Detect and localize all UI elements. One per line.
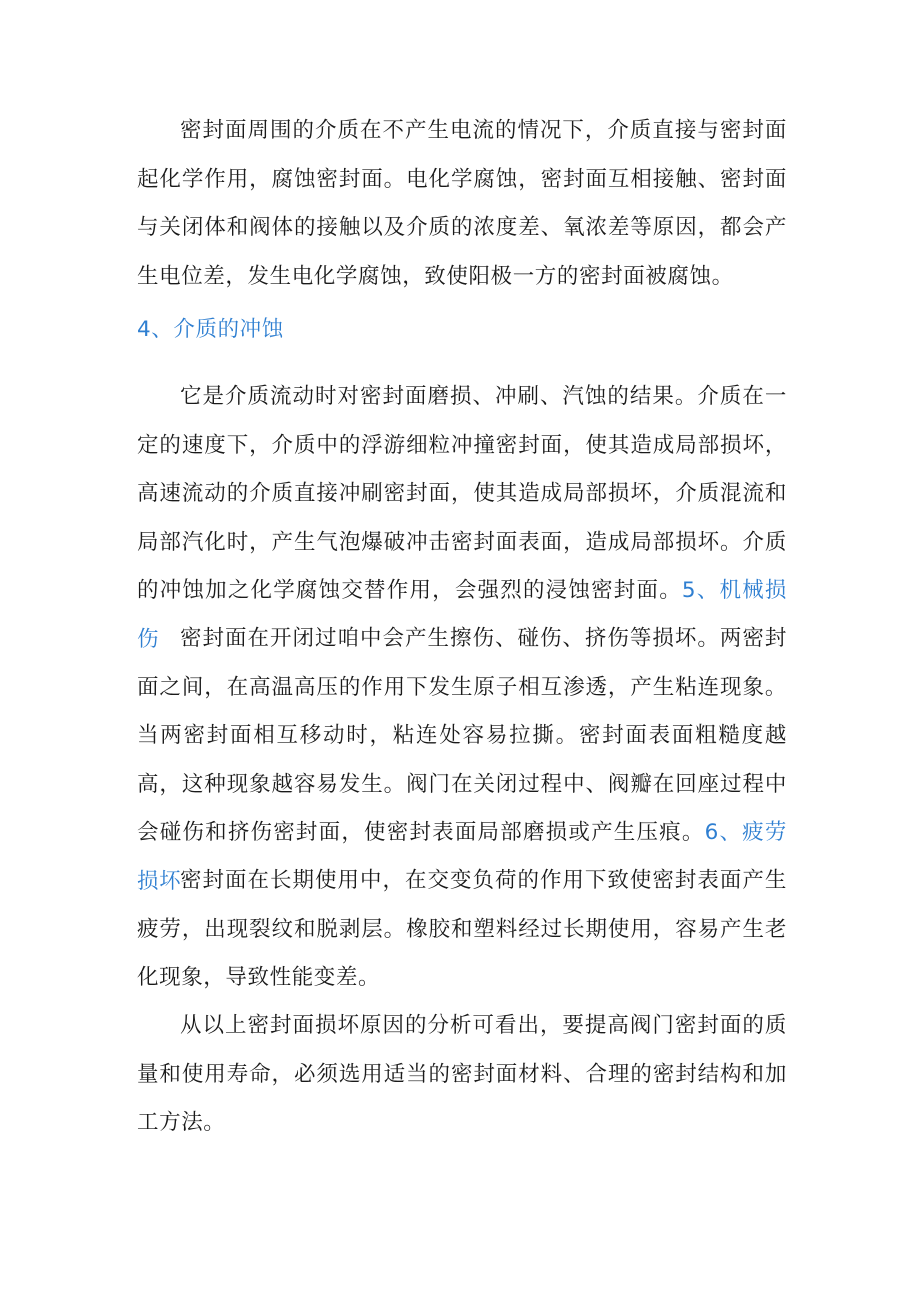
paragraph-fatigue-damage xyxy=(137,857,787,1003)
paragraph-text: 从以上密封面损坏原因的分析可看出，要提高阀门密封面的质量和使用寿命，必须选用适当的密封面材料、合理的密封结构和加工方法。 xyxy=(137,1013,787,1135)
paragraph-text: 它是介质流动时对密封面磨损、冲刷、汽蚀的结果。介质在一定的速度下，介质中的浮游细粒冲撞密封面，使其造成局部损坏，高速流动的介质直接冲刷密封面，使其造成局部损坏，介质混流和局部汽化时，产生气泡爆破冲击密封面表面，造成局部损坏。介质的冲蚀加之化学腐蚀交替作用，会强烈的浸蚀密封面。 xyxy=(137,384,787,603)
heading-mechanical-damage: 5、机械损伤 xyxy=(137,578,788,652)
paragraph-text: 密封面在长期使用中，在交变负荷的作用下致使密封表面产生疲劳，出现裂纹和脱剥层。橡胶和塑料经过长期使用，容易产生老化现象，导致性能变差。 xyxy=(137,868,787,990)
paragraph-conclusion xyxy=(137,1002,787,1148)
paragraph-text: 密封面周围的介质在不产生电流的情况下，介质直接与密封面起化学作用，腐蚀密封面。电化学腐蚀，密封面互相接触、密封面与关闭体和阀体的接触以及介质的浓度差、氧浓差等原因，都会产生电位差，发生电化学腐蚀，致使阳极一方的密封面被腐蚀。 xyxy=(137,118,787,289)
paragraph-text: 密封面在开闭过咱中会产生擦伤、碰伤、挤伤等损坏。两密封面之间，在高温高压的作用下发生原子相互渗透，产生粘连现象。当两密封面相互移动时，粘连处容易拉撕。密封面表面粗糙度越高，这种现象越容易发生。阀门在关闭过程中、阀瓣在回座过程中会碰伤和挤伤密封面，使密封表面局部磨损或产生压痕。 xyxy=(137,626,787,845)
paragraph-electrochemical-corrosion xyxy=(137,107,787,301)
heading-fatigue-damage: 6、疲劳损坏 xyxy=(137,820,787,894)
heading-medium-erosion: 4、介质的冲蚀 xyxy=(137,317,284,342)
